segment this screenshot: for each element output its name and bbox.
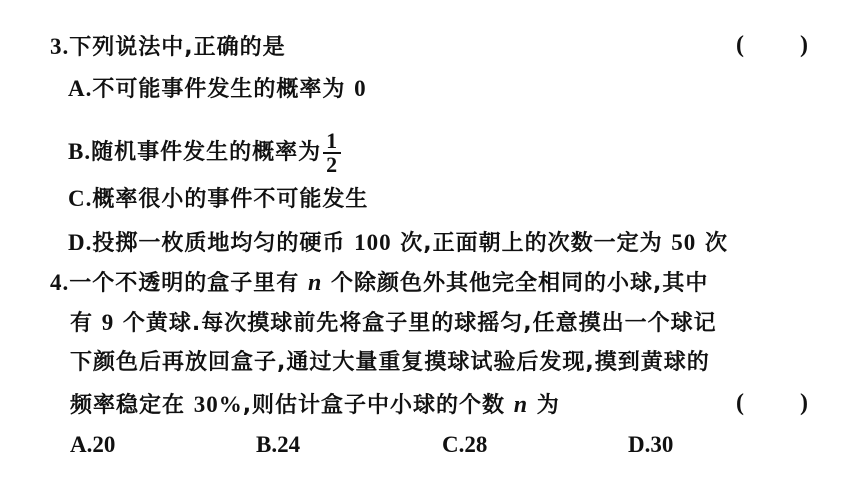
q4-line-4-text-b: ,则估计盒子中小球的个数 [242, 393, 506, 418]
q3-option-d-text-3: 次 [704, 231, 728, 256]
q4-answer-bracket-close: ) [800, 390, 808, 416]
q4-option-b [256, 432, 300, 458]
q4-option-b-value: 24 [277, 432, 301, 457]
q4-option-d-value: 30 [650, 432, 674, 457]
q3-option-d-text-2: 次,正面朝上的次数一定为 [400, 231, 663, 256]
q4-line-2-text-b: 个黄球.每次摸球前先将盒子里的球摇匀,任意摸出一个球记 [122, 311, 717, 336]
q3-option-d-number-1: 100 [354, 230, 392, 255]
q4-line-1-text-b: 个除颜色外其他完全相同的小球,其中 [330, 271, 709, 296]
q4-line-4-text-a: 频率稳定在 [70, 393, 186, 418]
q4-line-3 [70, 350, 710, 376]
q4-variable-n-2: n [513, 392, 529, 418]
q4-option-a-value: 20 [92, 432, 116, 457]
q4-line-1-text-a: 一个不透明的盒子里有 [69, 271, 300, 296]
q3-option-a-label: A. [68, 76, 93, 101]
q4-line-4-percent: 30% [193, 392, 243, 417]
q4-option-c-value: 28 [464, 432, 488, 457]
q4-line-2-text-a: 有 [70, 311, 94, 336]
q3-answer-bracket-close: ) [800, 32, 808, 58]
q3-option-a-value: 0 [354, 76, 367, 101]
q3-option-b-label: B. [68, 139, 92, 164]
q4-answer-bracket-open: ( [736, 390, 744, 416]
q3-option-c-label: C. [68, 186, 93, 211]
q4-option-c-label: C. [442, 432, 465, 457]
q3-stem-text: 下列说法中,正确的是 [69, 35, 286, 60]
q4-option-a-label: A. [70, 432, 93, 457]
q4-option-d [628, 432, 673, 458]
q4-line-3-text: 下颜色后再放回盒子,通过大量重复摸球试验后发现,摸到黄球的 [70, 350, 710, 375]
q4-option-d-label: D. [628, 432, 651, 457]
q4-option-a [70, 432, 115, 458]
q3-answer-bracket-open: ( [736, 32, 744, 58]
q4-line-1 [50, 270, 708, 297]
q3-option-d-number-2: 50 [671, 230, 697, 255]
q4-line-4-text-c: 为 [536, 393, 560, 418]
q4-option-c [442, 432, 487, 458]
q3-option-b [68, 130, 341, 176]
fraction-denominator: 2 [323, 152, 341, 176]
q4-number: 4. [50, 270, 70, 295]
q3-stem [50, 34, 286, 61]
q3-option-b-fraction [323, 130, 341, 176]
q4-line-4 [70, 392, 560, 419]
q3-option-c [68, 186, 368, 213]
q4-line-2 [70, 310, 717, 337]
q3-option-d-text-1: 投掷一枚质地均匀的硬币 [92, 231, 346, 256]
q3-option-d [68, 230, 728, 257]
q3-option-a-text: 不可能事件发生的概率为 [92, 77, 346, 102]
q4-line-2-number: 9 [101, 310, 115, 335]
q3-option-a [68, 76, 367, 103]
q4-variable-n: n [307, 270, 323, 296]
q3-option-b-text: 随机事件发生的概率为 [91, 140, 322, 165]
q4-option-b-label: B. [256, 432, 278, 457]
fraction-numerator: 1 [326, 128, 339, 153]
q3-option-d-label: D. [68, 230, 93, 255]
q3-option-c-text: 概率很小的事件不可能发生 [92, 187, 369, 212]
q3-number: 3. [50, 34, 70, 59]
